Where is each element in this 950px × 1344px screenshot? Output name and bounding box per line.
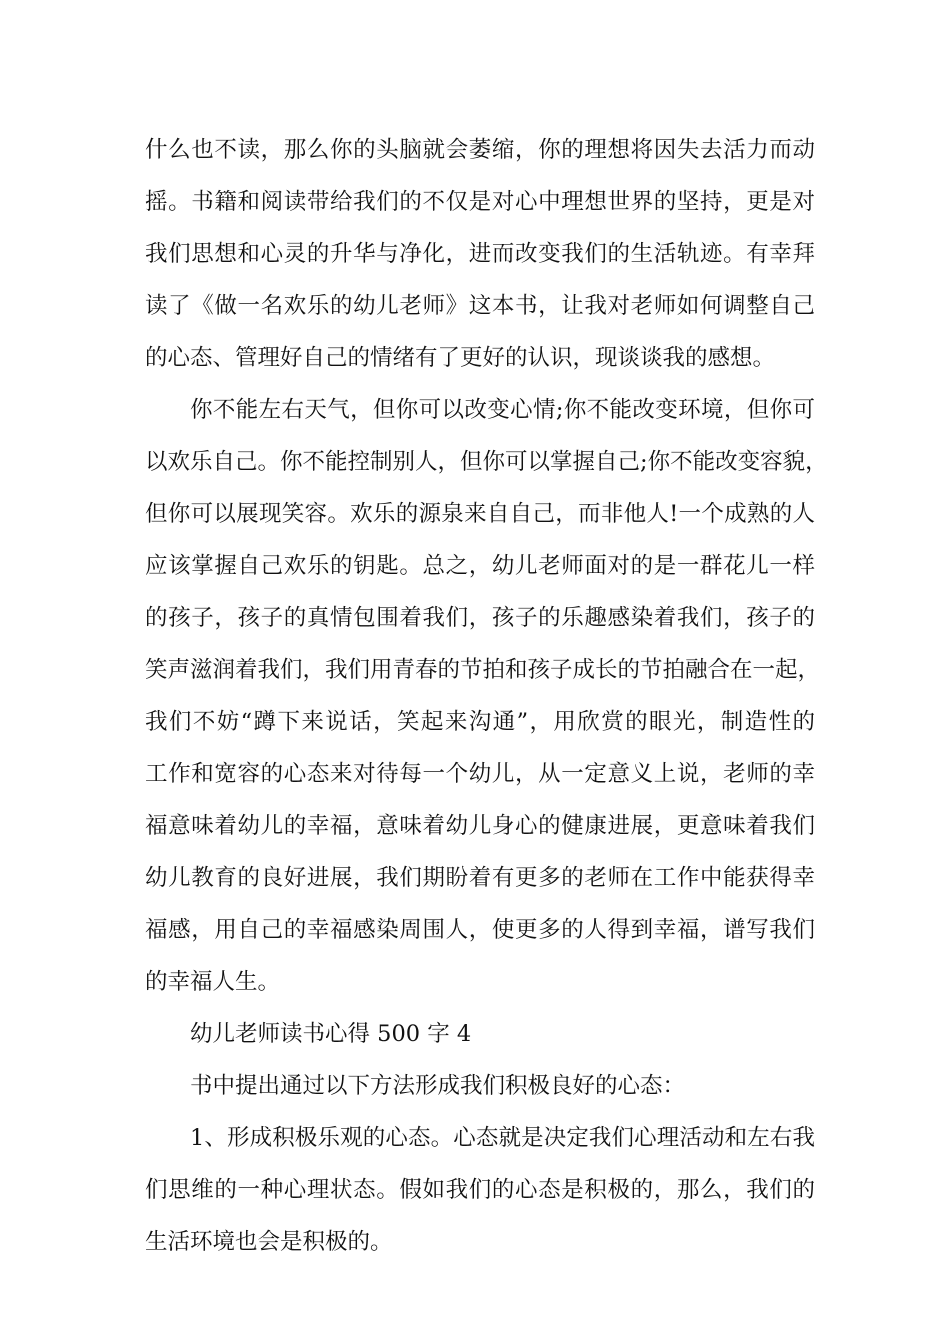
section-heading: 幼儿老师读书心得 500 字 4: [190, 1021, 472, 1047]
paragraph-first-line: 书中提出通过以下方法形成我们积极良好的心态：: [190, 1073, 686, 1099]
text-line: 的幸福人生。: [145, 969, 281, 995]
text-line: 以欢乐自己。你不能控制别人，但你可以掌握自己;你不能改变容貌，: [145, 449, 828, 475]
text-line: 我们思想和心灵的升华与净化，进而改变我们的生活轨迹。有幸拜: [145, 241, 815, 267]
text-line: 的心态、管理好自己的情绪有了更好的认识，现谈谈我的感想。: [145, 345, 776, 371]
text-line: 福意味着幼儿的幸福，意味着幼儿身心的健康进展，更意味着我们: [145, 813, 815, 839]
paragraph-first-line: 你不能左右天气，但你可以改变心情;你不能改变环境，但你可: [190, 397, 815, 423]
text-line: 笑声滋润着我们，我们用青春的节拍和孩子成长的节拍融合在一起，: [145, 657, 821, 683]
text-line: 福感，用自己的幸福感染周围人，使更多的人得到幸福，谱写我们: [145, 917, 815, 943]
text-line: 但你可以展现笑容。欢乐的源泉来自自己，而非他人!一个成熟的人: [145, 501, 815, 527]
text-line: 工作和宽容的心态来对待每一个幼儿，从一定意义上说，老师的幸: [145, 761, 815, 787]
text-line: 摇。书籍和阅读带给我们的不仅是对心中理想世界的坚持，更是对: [145, 189, 815, 215]
text-line: 我们不妨“蹲下来说话，笑起来沟通”，用欣赏的眼光，制造性的: [145, 709, 815, 735]
text-line: 的孩子，孩子的真情包围着我们，孩子的乐趣感染着我们，孩子的: [145, 605, 815, 631]
text-line: 读了《做一名欢乐的幼儿老师》这本书，让我对老师如何调整自己: [145, 293, 815, 319]
text-line: 生活环境也会是积极的。: [145, 1229, 393, 1255]
text-line: 们思维的一种心理状态。假如我们的心态是积极的，那么，我们的: [145, 1177, 815, 1203]
text-line: 幼儿教育的良好进展，我们期盼着有更多的老师在工作中能获得幸: [145, 865, 815, 891]
paragraph-first-line: 1、形成积极乐观的心态。心态就是决定我们心理活动和左右我: [190, 1125, 815, 1151]
text-line: 应该掌握自己欢乐的钥匙。总之，幼儿老师面对的是一群花儿一样: [145, 553, 815, 579]
text-line: 什么也不读，那么你的头脑就会萎缩，你的理想将因失去活力而动: [145, 137, 815, 163]
